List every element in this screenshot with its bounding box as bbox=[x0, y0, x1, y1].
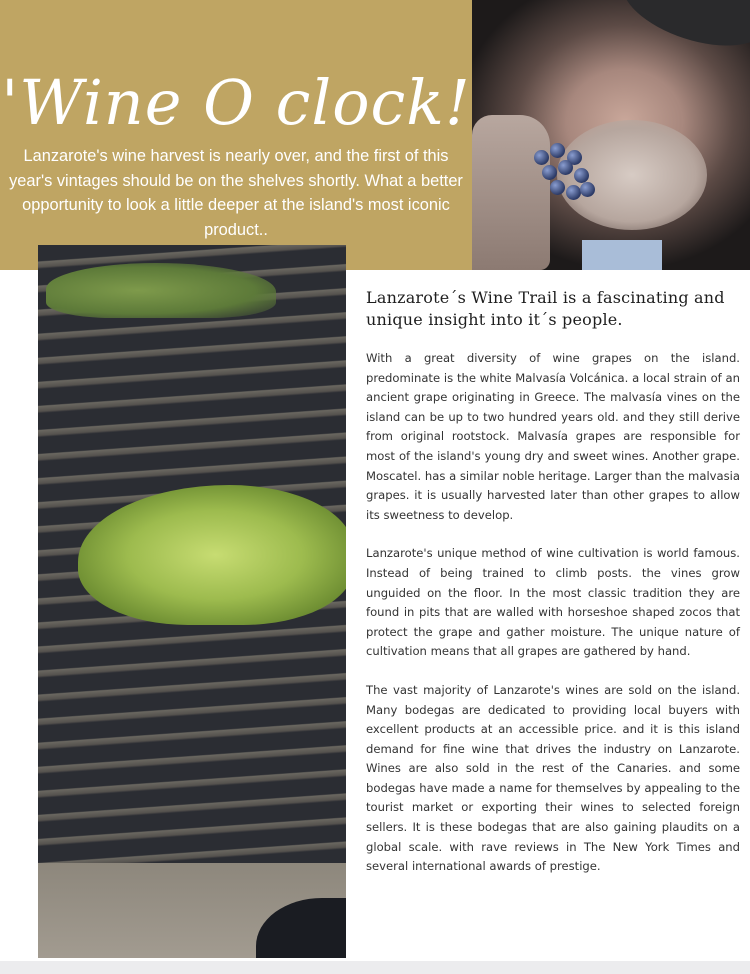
hand-shape bbox=[472, 115, 550, 270]
grape-icon bbox=[550, 143, 565, 158]
vine-bush-shape bbox=[46, 263, 276, 318]
title-banner bbox=[0, 0, 472, 270]
vine-bush-shape bbox=[78, 485, 346, 625]
page-title: 'Wine O clock! bbox=[1, 65, 471, 139]
article-body bbox=[366, 287, 740, 877]
grape-icon bbox=[550, 180, 565, 195]
article-paragraph: The vast majority of Lanzarote's wines are sold on the island. Many bodegas are dedicated to providing local buyers with excellent products at an accessible price. and it is this island demand for fine wine that drives the industry on Lanzarote. Wines are also sold in the rest of the Canaries. and some bodegas have made a name for themselves by appealing to the tourist market or exporting their wines to selected foreign sellers. It is these bodegas that are also gaining plaudits on a global scale. with rave reviews in The New York Times and several international awards of prestige. bbox=[366, 682, 740, 874]
grape-icon bbox=[558, 160, 573, 175]
grape-icon bbox=[566, 185, 581, 200]
article-paragraph: Lanzarote's unique method of wine cultivation is world famous. Instead of being trained to climb posts. the vines grow unguided on the floor. In the most classic tradition they are found in pits that are walled with horseshoe shaped zocos that protect the grape and gather moisture. The unique nature of cultivation means that all grapes are gathered by hand. bbox=[366, 546, 740, 659]
intro-text: Lanzarote's wine harvest is nearly over, and the first of this year's vintages should be on the shelves shortly. What a better opportunity to look a little deeper at the island's most iconic product.. bbox=[9, 147, 463, 239]
grape-icon bbox=[534, 150, 549, 165]
article-headline: Lanzarote´s Wine Trail is a fascinating and unique insight into it´s people. bbox=[366, 288, 725, 329]
collar-shape bbox=[582, 240, 662, 270]
grape-icon bbox=[580, 182, 595, 197]
article-paragraph: With a great diversity of wine grapes on the island. predominate is the white Malvasía Volcánica. a local strain of an ancient grape originating in Greece. The malvasía vines on the island can be up to two hundred years old. and they still derive from original rootstock. Malvasía grapes are responsible for most of the island's young dry and sweet wines. Another grape. Moscatel. has a similar noble heritage. Larger than the malvasia grapes. it is usually harvested later than other grapes to allow its sweetness to develop. bbox=[366, 351, 740, 522]
vineyard-photo bbox=[38, 245, 346, 958]
grape-icon bbox=[574, 168, 589, 183]
grape-icon bbox=[542, 165, 557, 180]
portrait-photo bbox=[472, 0, 750, 270]
page-bottom-divider bbox=[0, 961, 750, 974]
hat-shape bbox=[613, 0, 750, 61]
